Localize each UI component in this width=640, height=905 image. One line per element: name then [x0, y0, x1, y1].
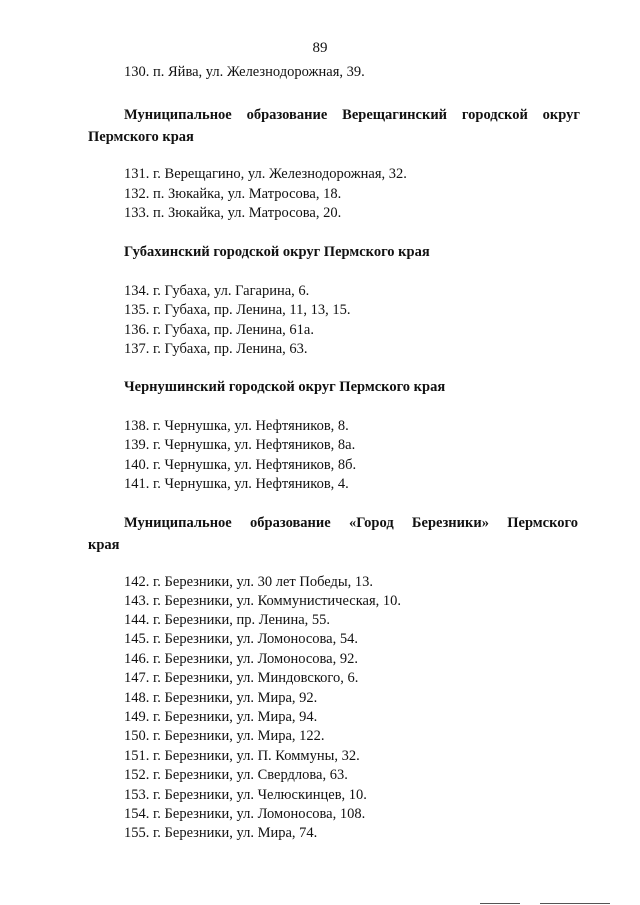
list-item: 133. п. Зюкайка, ул. Матросова, 20.: [124, 205, 342, 221]
list-item: 144. г. Березники, пр. Ленина, 55.: [124, 612, 331, 628]
list-item: 142. г. Березники, ул. 30 лет Победы, 13.: [124, 574, 373, 590]
list-item: 140. г. Чернушка, ул. Нефтяников, 8б.: [124, 457, 357, 473]
section-heading-continuation: края: [88, 537, 120, 553]
list-item: 132. п. Зюкайка, ул. Матросова, 18.: [124, 186, 342, 202]
list-item: 136. г. Губаха, пр. Ленина, 61а.: [124, 322, 314, 338]
list-item: 134. г. Губаха, ул. Гагарина, 6.: [124, 283, 310, 299]
scan-artifact-line: [540, 903, 610, 904]
section-heading: Чернушинский городской округ Пермского края: [124, 379, 446, 395]
list-item: 141. г. Чернушка, ул. Нефтяников, 4.: [124, 476, 349, 492]
list-item: 145. г. Березники, ул. Ломоносова, 54.: [124, 631, 358, 647]
list-item: 148. г. Березники, ул. Мира, 92.: [124, 690, 318, 706]
section-heading: Муниципальное образование Верещагинский городской округ: [124, 107, 580, 123]
list-item: 149. г. Березники, ул. Мира, 94.: [124, 709, 318, 725]
section-heading: Губахинский городской округ Пермского края: [124, 244, 430, 260]
list-item: 151. г. Березники, ул. П. Коммуны, 32.: [124, 748, 360, 764]
list-item: 150. г. Березники, ул. Мира, 122.: [124, 728, 325, 744]
list-item: 143. г. Березники, ул. Коммунистическая, 10.: [124, 593, 401, 609]
list-item: 139. г. Чернушка, ул. Нефтяников, 8а.: [124, 437, 356, 453]
section-heading: Муниципальное образование «Город Березники» Пермского: [124, 515, 578, 531]
list-item: 153. г. Березники, ул. Челюскинцев, 10.: [124, 787, 367, 803]
list-item: 130. п. Яйва, ул. Железнодорожная, 39.: [124, 64, 365, 80]
list-item: 131. г. Верещагино, ул. Железнодорожная, 32.: [124, 166, 407, 182]
list-item: 146. г. Березники, ул. Ломоносова, 92.: [124, 651, 358, 667]
list-item: 155. г. Березники, ул. Мира, 74.: [124, 825, 318, 841]
list-item: 137. г. Губаха, пр. Ленина, 63.: [124, 341, 308, 357]
list-item: 152. г. Березники, ул. Свердлова, 63.: [124, 767, 348, 783]
list-item: 138. г. Чернушка, ул. Нефтяников, 8.: [124, 418, 349, 434]
list-item: 135. г. Губаха, пр. Ленина, 11, 13, 15.: [124, 302, 351, 318]
list-item: 154. г. Березники, ул. Ломоносова, 108.: [124, 806, 366, 822]
section-heading-continuation: Пермского края: [88, 129, 194, 145]
scan-artifact-line: [480, 903, 520, 904]
page-number: 89: [312, 40, 328, 56]
list-item: 147. г. Березники, ул. Миндовского, 6.: [124, 670, 359, 686]
